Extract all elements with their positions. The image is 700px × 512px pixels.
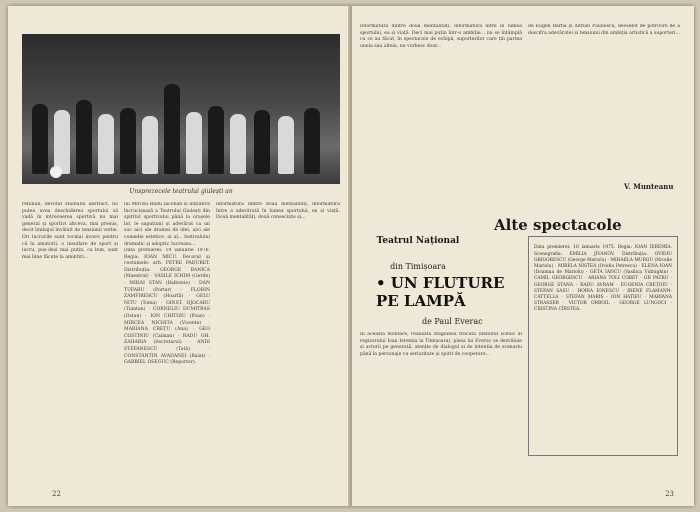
- play-author: de Paul Everac: [422, 317, 483, 326]
- page-number: 23: [665, 490, 674, 498]
- article-author: V. Munteanu: [624, 182, 674, 191]
- play-title: • UN FLUTURE PE LAMPĂ: [376, 274, 505, 310]
- photo-caption: Unsprezecele teatrului giulești an: [129, 188, 233, 195]
- theatre-name: Teatrul Național: [376, 236, 460, 246]
- credits-box: Data premierei: 16 ianuarie 1975. Regia: IOAN IEREMIA. Scenografia: EMILIA JIVANOV. Distribuția: OVIDIU GRIGORESCU (George Mariolu) · MIHAELA MURGU (Nicolle Mariolu) · MIRELA NISTEA (Ovidiu Petrescu) · ELENA IOAN (Doamna de Mariolu) · GETA IANCU (Vasilica Vidraghin) · CAMIL GEORGESCU · ARIANA TOLI COBET · GII PATRU · GEORGE STANA · RADU AVRAM · EUGENIA CREȚOIU · STEFAN SASU · HORIA IONESCU · IRENE FLAMANN-CATTELLA · STEFAN MARIS · ION HAȚIEU · MARIANA STRASSER · VICTOR ORBOIL · GEORGE LUNGOCI · CRISTINA CÎRSTEA.: [528, 236, 678, 456]
- left-page: [8, 6, 350, 506]
- theatre-city: din Timișoara: [390, 262, 446, 271]
- text-column: Informatura dintre două mentalități, informatura între în lumea sportului, ea și viață. Deci mai puțin într-o ambiție... nu se întâmplă cu ce au făcut, în spectacole de echipă, suporterilor care țin partea uneia sau alteia, nu vorbesc doar...: [360, 24, 522, 49]
- text-column: de Eugen Barba și Adrian Păunescu, deosebit de potrivire de a descifra adevăratei și tensiunii din ambiția artistică a suporteri...: [528, 24, 680, 36]
- review-text: In această montare, realizată stagiunea trecută (debutul scenic al regizorului Ioan Ieremia la Timișoara), piesa lui Everac se dezvăluie și actorii pe generată, atenție de dialogul și de intenția de scenariu până la personaje cu seriozitate și spirit de cooperare...: [360, 332, 522, 357]
- text-column: retidian, devotat studiului abstract, nu putea avea deschiderea sportului să vadă în intreceerea sportivă nu mai general și sportivi altceva, mai presus, decit limbajul învăluit de tensiunii verbe. Ori lucrurile sunt tocmai invers pentru că la amatorii, o insuflare de sport și lucru, pus-deși mai puțin, ca bun, sunt mai bine făcute la amintiri...: [22, 202, 118, 260]
- section-heading: Alte spectacole: [494, 216, 622, 234]
- team-photo: [22, 34, 340, 184]
- text-column: informatura dintre două mentalități, informatura între a adevărată în lumea sportului, ea și viață. Două mentalități, două consecințe și...: [216, 202, 340, 221]
- premiere-credits: Data premierei: 19 ianuarie 1976. Regia: IOAN MICU. Decorul și costumele: arh. PETRE PADURET. Distribuția: GEORGE BANICA (Maestrul) · VASILE ICHIM (Gerde) · MIHAI STAN (Balbenie) · DAN TUFARU (Portar) · FLORIN ZAMFIRESCU (Hoarfă) · GELU NITU (Toma) · GINST. OJOCARU (Tiantan) · CORNELIU DUMITRAS (Ostan) · ION CHITOIU (Poan) · MIRCEA NICHITA (Vicente) · MARIANA CREȚU (Ana) · GEO COSTINIU (Caiman) · RADU GH. ZAHARIA (Secretarul) · ANDI STEFANESCU (Tată) · CONSTANTIN AVADANEI (Baiat) · GABRIEL OSEGUC (Reporter).: [124, 248, 210, 366]
- text-column: lui Mircea Radu Iacoban și inițiativa încrucișează a Teatrului Giulești din spiritul sportivului până la orașele lor, le sapuțiuni și adevărat ca un suc aici ale dramei de idei, aici ale comedie estetice, ai al... festivalului dramatic și adoptiv, lucreaza...: [124, 202, 210, 246]
- magazine-spread: [8, 6, 694, 506]
- right-page: [352, 6, 694, 506]
- page-number: 22: [52, 490, 61, 498]
